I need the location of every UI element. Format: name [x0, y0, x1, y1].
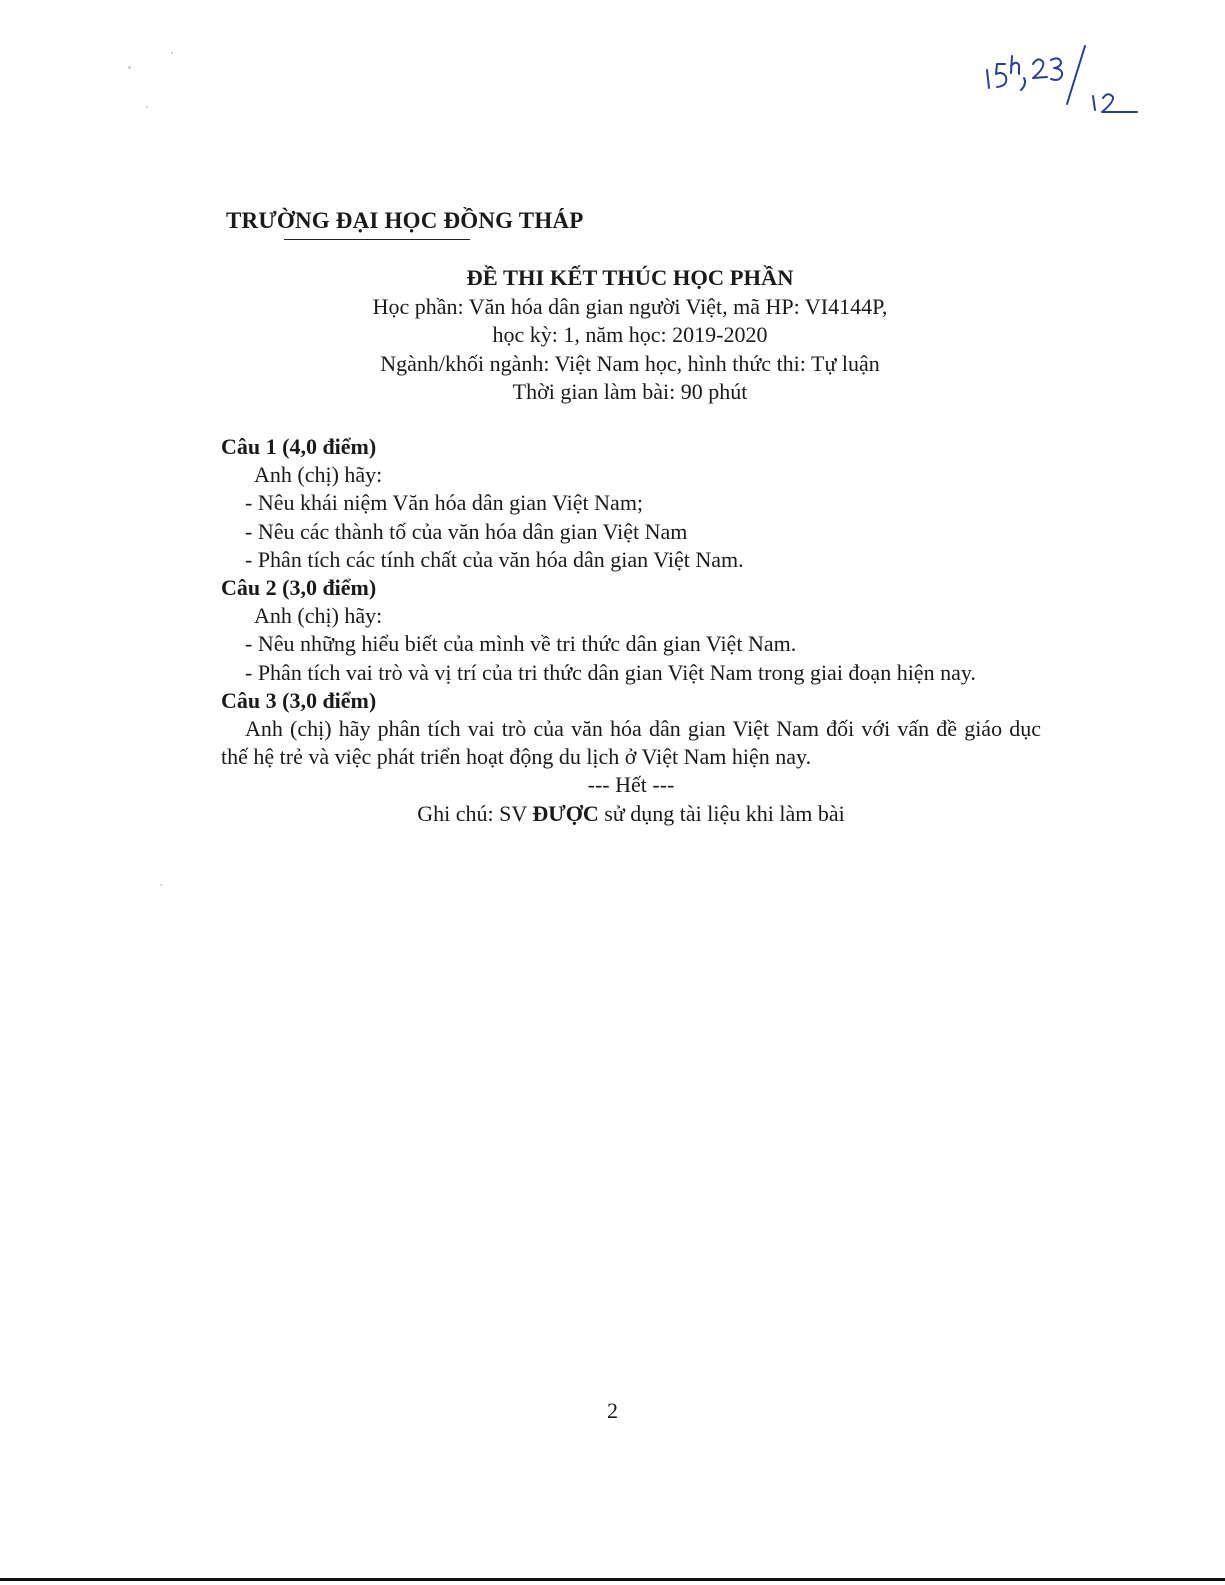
question-1-intro: Anh (chị) hãy: [254, 462, 383, 488]
school-name: TRƯỜNG ĐẠI HỌC ĐỒNG THÁP [226, 208, 584, 233]
question-3-text: Anh (chị) hãy phân tích vai trò của văn hóa dân gian Việt Nam đối với vấn đề giáo dục thế hệ trẻ và việc phát triển hoạt động du lịch ở Việt Nam hiện nay. [221, 716, 1041, 770]
question-3-heading: Câu 3 (3,0 điểm) [221, 687, 377, 713]
question-2-heading: Câu 2 (3,0 điểm) [221, 575, 377, 601]
question-2-intro: Anh (chị) hãy: [254, 603, 383, 629]
question-2-item: - Phân tích vai trò và vị trí của tri thức dân gian Việt Nam trong giai đoạn hiện nay. [245, 659, 976, 685]
note-bold: ĐƯỢC [532, 800, 599, 826]
scan-speck [160, 884, 162, 886]
page-number: 2 [607, 1398, 618, 1423]
course-line: Học phần: Văn hóa dân gian người Việt, mã HP: VI4144P, [372, 293, 888, 319]
question-1-item: - Nêu các thành tố của văn hóa dân gian Việt Nam [245, 518, 688, 544]
exam-header [240, 264, 1020, 407]
exam-title: ĐỀ THI KẾT THÚC HỌC PHẦN [466, 265, 794, 290]
question-2-item: - Nêu những hiểu biết của mình về tri thức dân gian Việt Nam. [245, 631, 797, 657]
scan-speck [171, 52, 173, 54]
school-underline [284, 239, 470, 240]
end-mark: --- Hết --- [587, 772, 675, 798]
major-line: Ngành/khối ngành: Việt Nam học, hình thức thi: Tự luận [380, 350, 880, 376]
questions-section [221, 433, 1041, 828]
scan-speck [146, 106, 148, 108]
semester-line: học kỳ: 1, năm học: 2019-2020 [492, 322, 768, 347]
question-1-item: - Nêu khái niệm Văn hóa dân gian Việt Nam; [245, 490, 644, 516]
question-1-item: - Phân tích các tính chất của văn hóa dân gian Việt Nam. [245, 546, 744, 572]
handwritten-annotation [975, 40, 1155, 130]
duration-line: Thời gian làm bài: 90 phút [512, 379, 748, 404]
scan-bottom-edge [0, 1578, 1225, 1581]
exam-note [221, 800, 1041, 828]
note-suffix: sử dụng tài liệu khi làm bài [598, 800, 845, 826]
scan-speck [128, 66, 131, 69]
question-1-heading: Câu 1 (4,0 điểm) [221, 434, 377, 459]
note-prefix: Ghi chú: SV [417, 800, 533, 826]
